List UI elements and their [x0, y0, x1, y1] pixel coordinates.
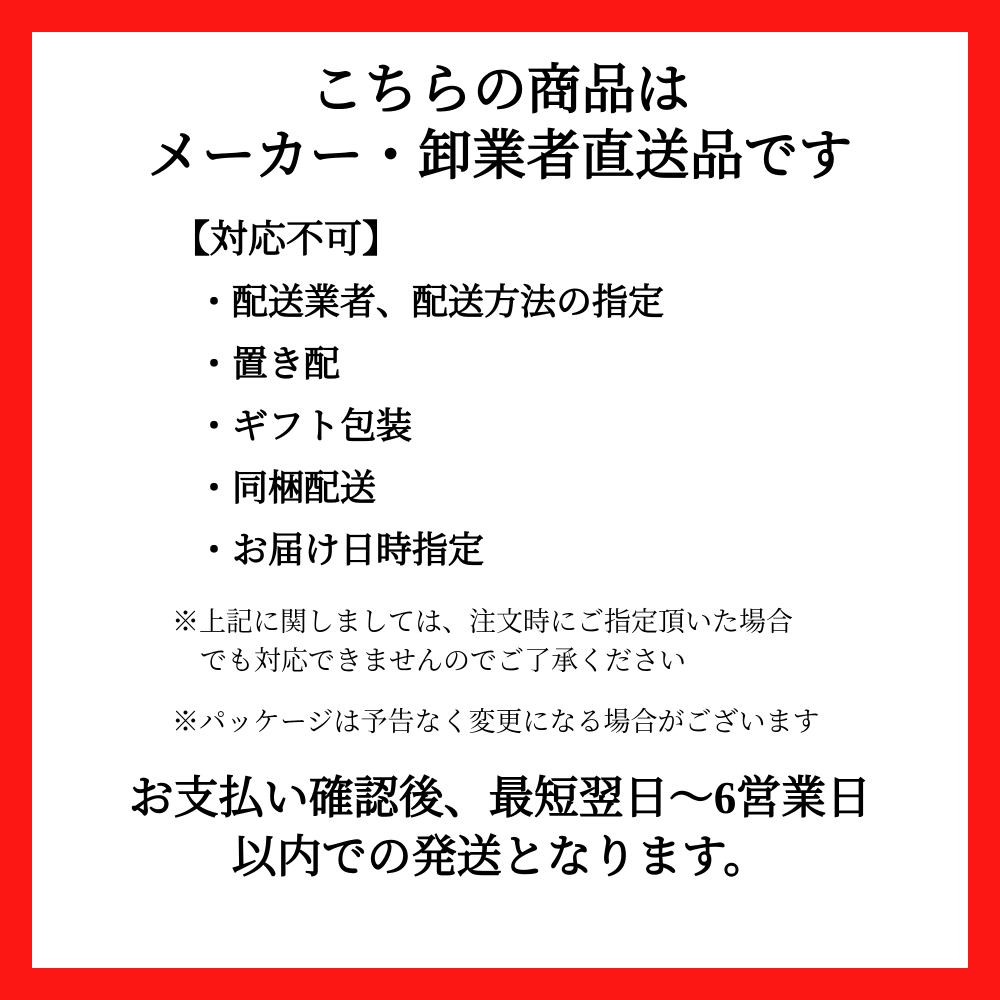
list-item: ・お届け日時指定: [196, 530, 485, 571]
section-title: 【対応不可】: [172, 218, 401, 261]
shipping-footer: [62, 769, 938, 888]
unsupported-list: [172, 271, 898, 581]
list-item: ・同梱配送: [196, 468, 377, 509]
list-item: ・配送業者、配送方法の指定: [196, 282, 665, 323]
list-item: ・置き配: [196, 344, 341, 385]
headline-line-2: メーカー・卸業者直送品です: [147, 125, 853, 186]
list-item: ・ギフト包装: [196, 406, 413, 447]
note-second-line-1: ※パッケージは予告なく変更になる場合がございます: [172, 707, 820, 738]
note-second: [172, 703, 908, 742]
footer-line-1: お支払い確認後、最短翌日〜6営業日: [128, 772, 872, 823]
note-first-line-1: ※上記に関しましては、注文時にご指定頂いた場合: [172, 607, 793, 638]
unsupported-section: [62, 216, 938, 581]
note-first: [172, 603, 908, 681]
footer-line-2: 以内での発送となります。: [231, 831, 769, 882]
headline-line-1: こちらの商品は: [309, 60, 691, 120]
note-first-line-2: でも対応できませんのでご了承ください: [200, 646, 686, 677]
headline: [147, 58, 852, 190]
notes-section: [62, 603, 938, 742]
notice-card: [32, 32, 968, 968]
